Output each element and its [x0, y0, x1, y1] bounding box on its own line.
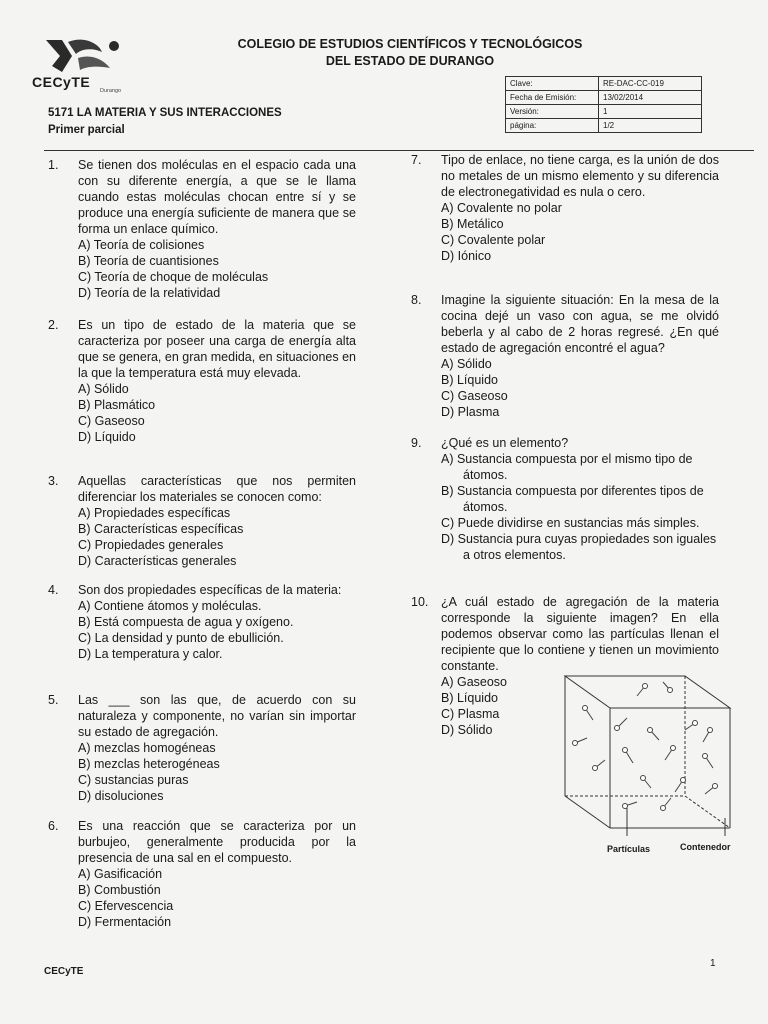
answer-option: A) mezclas homogéneas: [78, 741, 216, 755]
question-3: [48, 473, 356, 569]
meta-row: [506, 105, 702, 119]
logo-emblem-icon: [32, 36, 128, 76]
question-number: 2.: [48, 318, 59, 332]
question-8: [411, 292, 719, 420]
gas-container-figure: [555, 668, 735, 858]
question-number: 9.: [411, 436, 422, 450]
question-stem: Son dos propiedades específicas de la materia:: [78, 583, 342, 597]
answer-option: C) La densidad y punto de ebullición.: [78, 631, 284, 645]
answer-option: B) Sustancia compuesta por diferentes tipos de átomos.: [441, 484, 704, 514]
meta-row: [506, 77, 702, 91]
meta-value: 1: [599, 105, 702, 119]
answer-option: A) Teoría de colisiones: [78, 238, 205, 252]
answer-option: C) Gaseoso: [78, 414, 145, 428]
answer-options: [78, 740, 356, 804]
answer-option: D) Teoría de la relatividad: [78, 286, 221, 300]
answer-option: B) Plasmático: [78, 398, 156, 412]
question-stem: ¿A cuál estado de agregación de la materia corresponde la siguiente imagen? En ella podemos observar como las partículas llenan el recipiente que lo contiene y tienen un movimiento constante.: [441, 595, 719, 673]
answer-option: D) Iónico: [441, 249, 492, 263]
answer-option: A) Gasificación: [78, 867, 163, 881]
answer-options: [441, 200, 719, 264]
logo-text: CECyTE: [32, 74, 91, 90]
answer-option: A) Gaseoso: [441, 675, 508, 689]
question-number: 5.: [48, 693, 59, 707]
question-stem: Imagine la siguiente situación: En la mesa de la cocina dejé un vaso con agua, se me olvidó beberla y al cabo de 2 horas regresé. ¿En qué estado de agregación encontré el agua?: [441, 293, 719, 355]
answer-option: A) Sólido: [78, 382, 129, 396]
question-stem: Es un tipo de estado de la materia que se caracteriza por poseer una carga de energía alta que se genera, en gran medida, en situaciones en la que la temperatura está muy elevada.: [78, 318, 356, 380]
question-number: 6.: [48, 819, 59, 833]
answer-option: D) Sólido: [441, 723, 493, 737]
question-stem: ¿Qué es un elemento?: [441, 436, 569, 450]
answer-options: [78, 237, 356, 301]
answer-option: D) Sustancia pura cuyas propiedades son iguales a otros elementos.: [441, 532, 717, 562]
meta-key: Fecha de Emisión:: [506, 91, 599, 105]
question-6: [48, 818, 356, 930]
answer-option: D) Líquido: [78, 430, 136, 444]
question-4: [48, 582, 356, 662]
question-2: [48, 317, 356, 445]
institution-title-line2: DEL ESTADO DE DURANGO: [325, 54, 495, 68]
answer-option: B) Está compuesta de agua y oxígeno.: [78, 615, 294, 629]
question-stem: Se tienen dos moléculas en el espacio cada una con su diferente energía, a que se le llama cuando estas moléculas chocan entre sí y se produce una energía suficiente de manera que se forma un enlace químico.: [78, 158, 356, 236]
container-label: Contenedor: [680, 842, 731, 852]
answer-option: B) Metálico: [441, 217, 504, 231]
answer-option: C) Gaseoso: [441, 389, 508, 403]
question-stem: Las ___ son las que, de acuerdo con su naturaleza y componente, no varían sin importar su estado de agregación.: [78, 693, 356, 739]
answer-option: D) Plasma: [441, 405, 500, 419]
meta-key: Versión:: [506, 105, 599, 119]
answer-option: C) sustancias puras: [78, 773, 189, 787]
answer-options: [78, 381, 356, 445]
question-number: 10.: [411, 595, 429, 609]
meta-value: 13/02/2014: [599, 91, 702, 105]
answer-option: B) Líquido: [441, 373, 498, 387]
answer-options: [78, 866, 356, 930]
exam-period: Primer parcial: [48, 124, 125, 136]
meta-key: página:: [506, 119, 599, 133]
answer-options: [441, 356, 719, 420]
meta-key: Clave:: [506, 77, 599, 91]
meta-value: 1/2: [599, 119, 702, 133]
answer-option: C) Puede dividirse en sustancias más simples.: [441, 516, 700, 530]
header-divider: [44, 150, 754, 151]
question-9: [411, 435, 719, 563]
answer-option: A) Propiedades específicas: [78, 506, 231, 520]
document-meta-table: [505, 76, 702, 133]
question-number: 8.: [411, 293, 422, 307]
question-stem: Es una reacción que se caracteriza por un burbujeo, generalmente producida por la presencia de una sal en el compuesto.: [78, 819, 356, 865]
answer-option: A) Covalente no polar: [441, 201, 562, 215]
institution-title-line1: COLEGIO DE ESTUDIOS CIENTÍFICOS Y TECNOLÓGICOS: [237, 37, 583, 51]
logo-subtext: Durango: [100, 88, 122, 94]
answer-option: D) disoluciones: [78, 789, 164, 803]
question-1: [48, 157, 356, 301]
answer-option: C) Efervescencia: [78, 899, 174, 913]
meta-row: [506, 119, 702, 133]
question-stem: Aquellas características que nos permiten diferenciar los materiales se conocen como:: [78, 474, 356, 504]
answer-options: [78, 598, 356, 662]
answer-option: D) Fermentación: [78, 915, 172, 929]
answer-option: B) mezclas heterogéneas: [78, 757, 220, 771]
question-number: 7.: [411, 153, 422, 167]
answer-option: D) La temperatura y calor.: [78, 647, 223, 661]
answer-option: D) Características generales: [78, 554, 237, 568]
answer-option: C) Teoría de choque de moléculas: [78, 270, 269, 284]
answer-option: B) Combustión: [78, 883, 161, 897]
answer-option: C) Plasma: [441, 707, 500, 721]
footer-institution: CECyTE: [44, 966, 84, 977]
particles-label: Partículas: [607, 844, 651, 854]
answer-option: C) Propiedades generales: [78, 538, 224, 552]
answer-option: A) Contiene átomos y moléculas.: [78, 599, 262, 613]
answer-option: A) Sustancia compuesta por el mismo tipo de átomos.: [441, 452, 693, 482]
question-number: 1.: [48, 158, 59, 172]
answer-option: B) Teoría de cuantisiones: [78, 254, 219, 268]
question-stem: Tipo de enlace, no tiene carga, es la unión de dos no metales de un mismo elemento y su diferencia de electronegatividad es nula o cero.: [441, 153, 719, 199]
question-5: [48, 692, 356, 804]
subject-title: 5171 LA MATERIA Y SUS INTERACCIONES: [48, 107, 282, 119]
question-number: 4.: [48, 583, 59, 597]
meta-value: RE-DAC-CC-019: [599, 77, 702, 91]
particles-in-container-diagram: [555, 668, 735, 838]
answer-option: B) Características específicas: [78, 522, 244, 536]
page-number: 1: [710, 958, 716, 969]
question-7: [411, 152, 719, 264]
meta-row: [506, 91, 702, 105]
answer-option: C) Covalente polar: [441, 233, 546, 247]
answer-options: [441, 674, 551, 738]
answer-option: B) Líquido: [441, 691, 498, 705]
answer-options: [78, 505, 356, 569]
question-number: 3.: [48, 474, 59, 488]
answer-options: [441, 451, 719, 563]
answer-option: A) Sólido: [441, 357, 492, 371]
